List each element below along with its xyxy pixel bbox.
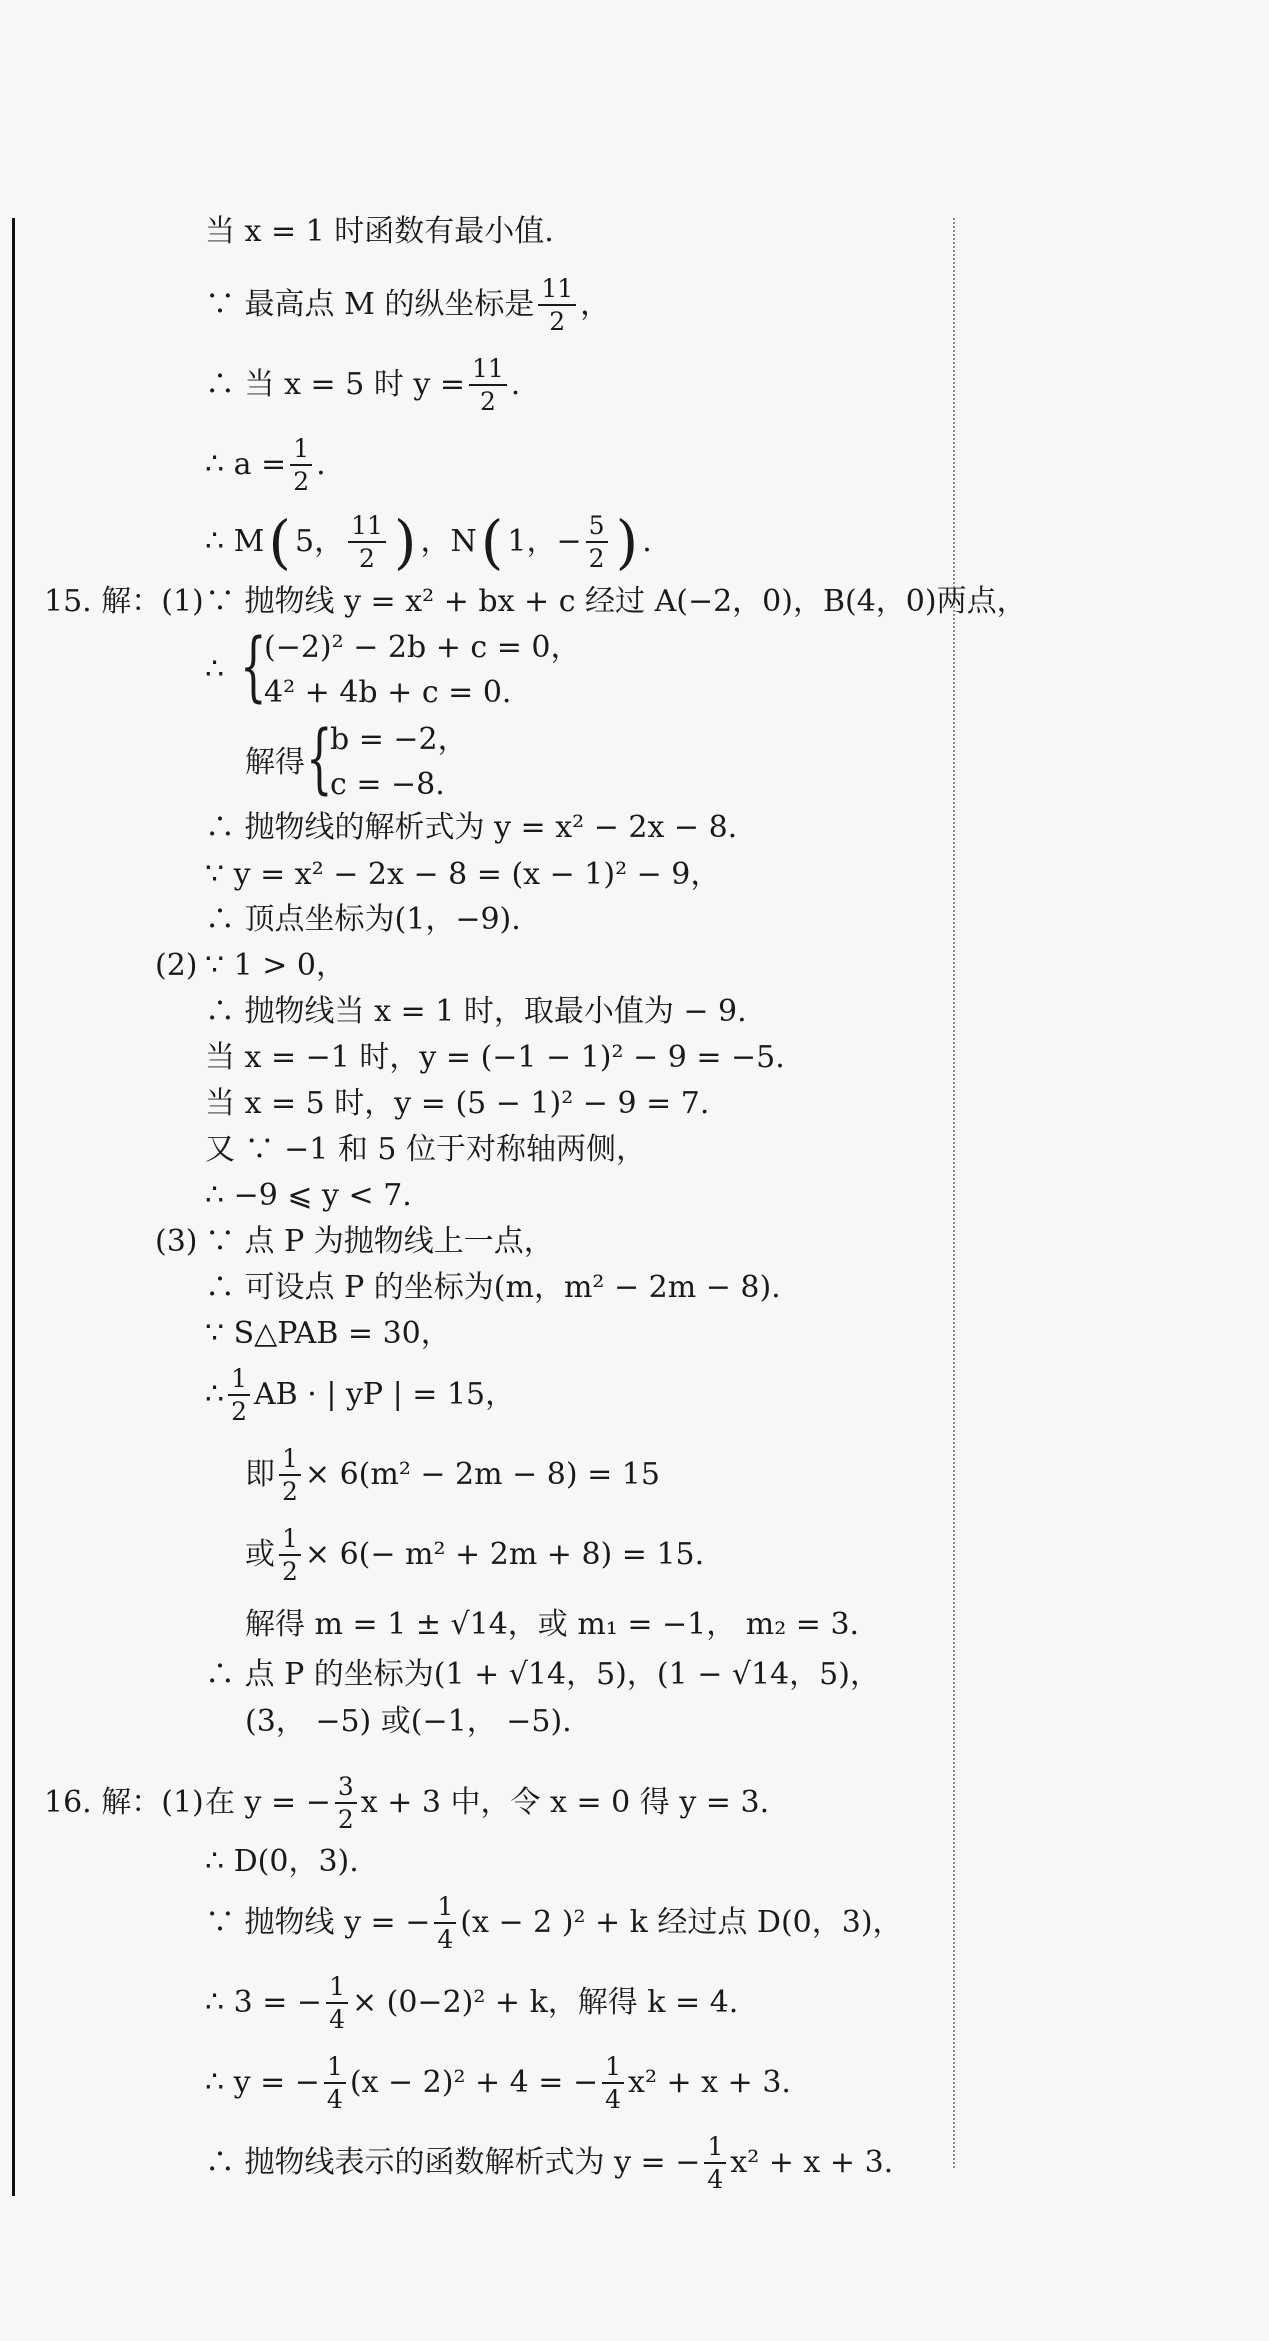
- text-line: ∴ 抛物线的解析式为 y = x² − 2x − 8.: [205, 810, 738, 845]
- text-line: ∴: [205, 652, 225, 687]
- text-line: 或 $\frac{1}{2}$ × 6(− m² + 2m + 8) = 15.: [245, 1524, 705, 1586]
- text-line: ∵ S△PAB = 30，: [205, 1316, 451, 1351]
- text-line: ∴ 3 = − $\frac{1}{4}$ × (0−2)² + k，解得 k = 4.: [205, 1972, 739, 2034]
- text-line: ∴ 顶点坐标为(1，−9).: [205, 902, 521, 937]
- text-line: (3， −5) 或(−1， −5).: [245, 1704, 572, 1739]
- fraction: $\frac{1}{2}$: [290, 436, 312, 494]
- text-line: 当 x = −1 时，y = (−1 − 1)² − 9 = −5.: [205, 1040, 785, 1075]
- equation-system: { (−2)² − 2b + c = 0， 4² + 4b + c = 0.: [240, 628, 640, 718]
- text-line: ∵ 抛物线 y = − $\frac{1}{4}$ (x − 2 )² + k 经过点 D(0，3)，: [205, 1892, 903, 1954]
- text-line: ∵ 最高点 M 的纵坐标是 $\frac{11}{2}$ ，: [205, 274, 611, 336]
- equation-system: { b = −2， c = −8.: [306, 720, 606, 810]
- text-line: ∵ 点 P 为抛物线上一点，: [205, 1224, 554, 1259]
- text-line: ∴ 抛物线当 x = 1 时，取最小值为 − 9.: [205, 994, 747, 1029]
- text-line: ∴ D(0，3).: [205, 1844, 359, 1879]
- fraction: $\frac{1}{4}$: [434, 1894, 456, 1952]
- text-line: 在 y = − $\frac{3}{2}$ x + 3 中，令 x = 0 得 y = 3.: [205, 1772, 770, 1834]
- fraction: $\frac{1}{2}$: [279, 1446, 301, 1504]
- equation-row: 4² + 4b + c = 0.: [264, 675, 512, 710]
- text-line: ∴ −9 ⩽ y < 7.: [205, 1178, 412, 1213]
- text-line: 解得: [245, 745, 305, 780]
- fraction: $\frac{11}{2}$: [469, 356, 507, 414]
- text-line: ∵ 1 > 0，: [205, 948, 347, 983]
- fraction: $\frac{1}{4}$: [704, 2134, 726, 2192]
- fraction: $\frac{1}{2}$: [228, 1366, 250, 1424]
- fraction: $\frac{1}{4}$: [602, 2054, 624, 2112]
- text-line: 当 x = 1 时函数有最小值.: [205, 214, 554, 249]
- text-line: 即 $\frac{1}{2}$ × 6(m² − 2m − 8) = 15: [245, 1444, 660, 1506]
- text-line: 当 x = 5 时，y = (5 − 1)² − 9 = 7.: [205, 1086, 710, 1121]
- sub-question-number: (3): [155, 1224, 198, 1259]
- text-line: ∴ M ( 5， $\frac{11}{2}$ ) ，N ( 1，− $\frac{5}{2}$ ) .: [205, 508, 652, 576]
- fraction: $\frac{1}{4}$: [326, 1974, 348, 2032]
- sub-question-number: (2): [155, 948, 198, 983]
- text-line: ∴ 点 P 的坐标为(1 + √14，5)，(1 − √14，5)，: [205, 1657, 880, 1692]
- text-line: ∴ 可设点 P 的坐标为(m，m² − 2m − 8).: [205, 1270, 781, 1305]
- text-line: 又 ∵ −1 和 5 位于对称轴两侧，: [205, 1132, 646, 1167]
- text-line: ∴ 抛物线表示的函数解析式为 y = − $\frac{1}{4}$ x² + x + 3.: [205, 2132, 894, 2194]
- text-line: ∴ 当 x = 5 时 y = $\frac{11}{2}$ .: [205, 354, 521, 416]
- text-line: ∴ $\frac{1}{2}$ AB · | yP | = 15，: [205, 1364, 516, 1426]
- fraction: $\frac{1}{2}$: [279, 1526, 301, 1584]
- question-number: 16. 解：(1): [44, 1785, 204, 1820]
- fraction: $\frac{11}{2}$: [348, 513, 386, 571]
- equation-row: b = −2，: [330, 722, 468, 757]
- text-line: ∴ a = $\frac{1}{2}$ .: [205, 434, 326, 496]
- fraction: $\frac{3}{2}$: [335, 1774, 357, 1832]
- fraction: $\frac{5}{2}$: [586, 513, 608, 571]
- fraction: $\frac{1}{4}$: [324, 2054, 346, 2112]
- equation-row: c = −8.: [330, 767, 445, 802]
- text-line: ∵ 抛物线 y = x² + bx + c 经过 A(−2，0)，B(4，0)两点，: [205, 584, 1027, 619]
- text-line: 解得 m = 1 ± √14，或 m₁ = −1， m₂ = 3.: [245, 1607, 860, 1642]
- text-line: ∴ y = − $\frac{1}{4}$ (x − 2)² + 4 = − $\frac{1}{4}$ x² + x + 3.: [205, 2052, 791, 2114]
- text-line: ∵ y = x² − 2x − 8 = (x − 1)² − 9，: [205, 857, 721, 892]
- question-number: 15. 解：(1): [44, 584, 204, 619]
- left-margin-rule: [12, 218, 15, 2196]
- right-dotted-rule: [953, 218, 955, 2168]
- equation-row: (−2)² − 2b + c = 0，: [264, 630, 581, 665]
- fraction: $\frac{11}{2}$: [538, 276, 576, 334]
